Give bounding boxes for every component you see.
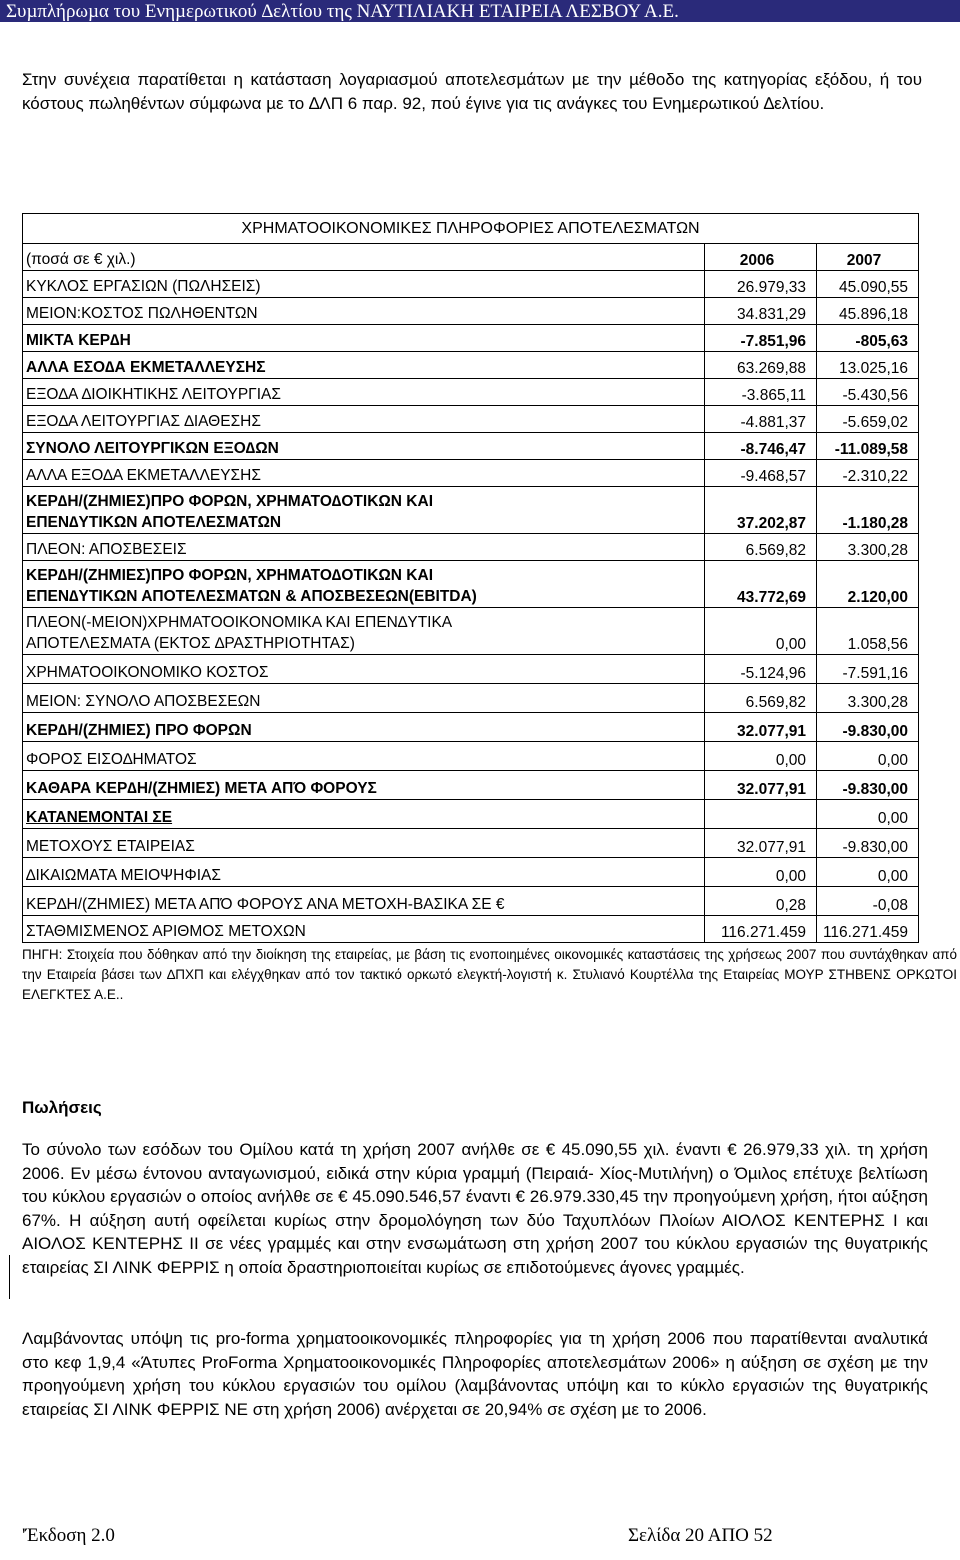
value-2007: -5.659,02 bbox=[817, 406, 919, 433]
body-paragraph: Το σύνολο των εσόδων του Οµίλου κατά τη χρήση 2007 ανήλθε σε € 45.090,55 χιλ. έναντι € 26.979,33 χιλ. τη χρήση 2006. Εν µέσω έντονου ανταγωνισµού, ειδικά στην κύρια γραµµή (Πειραιά- Χίος-Μυτιλήνη) ο Όµιλος επέτυχε βελτίωση του κύκλου εργασιών ο οποίος ανήλθε σε € 45.090.546,57 έναντι € 26.979.330,45 την προηγούµενη χρήση, ήτοι αύξηση 67%. Η αύξηση αυτή οφείλεται κυρίως στην δροµολόγηση των δύο Ταχυπλόων Πλοίων ΑΙΟΛΟΣ ΚΕΝΤΕΡΗΣ Ι και ΑΙΟΛΟΣ ΚΕΝΤΕΡΗΣ ΙΙ σε νέες γραµµές και στην ενσωµάτωση στη χρήση 2007 του κύκλου εργασιών της θυγατρικής εταιρείας ΣΙ ΛΙΝΚ ΦΕΡΡΙΣ η οποία δραστηριοποιείται κυρίως σε επιδοτούµενες άγονες γραµµές. bbox=[22, 1140, 928, 1277]
row-label: ΣΥΝΟΛΟ ΛΕΙΤΟΥΡΓΙΚΩΝ ΕΞΟ∆ΩΝ bbox=[23, 433, 705, 460]
table-row bbox=[23, 271, 919, 298]
col-header-2007: 2007 bbox=[817, 244, 919, 271]
table-row bbox=[23, 561, 919, 608]
row-label: ∆ΙΚΑΙΩΜΑΤΑ ΜΕΙΟΨΗΦΙΑΣ bbox=[23, 858, 705, 887]
table-row bbox=[23, 829, 919, 858]
row-label: ΕΞΟ∆Α ΛΕΙΤΟΥΡΓΙΑΣ ∆ΙΑΘΕΣΗΣ bbox=[23, 406, 705, 433]
value-2007: -11.089,58 bbox=[817, 433, 919, 460]
value-2007: 2.120,00 bbox=[817, 561, 919, 608]
row-label: ΣΤΑΘΜΙΣΜΕΝΟΣ ΑΡΙΘΜΟΣ ΜΕΤΟΧΩΝ bbox=[23, 916, 705, 943]
value-2006: 32.077,91 bbox=[705, 771, 817, 800]
table-row bbox=[23, 608, 919, 655]
value-2006: -9.468,57 bbox=[705, 460, 817, 487]
row-label: ΠΛΕΟΝ: ΑΠΟΣΒΕΣΕΙΣ bbox=[23, 534, 705, 561]
value-2007: 3.300,28 bbox=[817, 534, 919, 561]
row-label: ΕΞΟ∆Α ∆ΙΟΙΚΗΤΙΚΗΣ ΛΕΙΤΟΥΡΓΙΑΣ bbox=[23, 379, 705, 406]
value-2006: 6.569,82 bbox=[705, 534, 817, 561]
footer-edition: 'Έκδοση 2.0 bbox=[22, 1525, 115, 1546]
row-label: ΚΥΚΛΟΣ ΕΡΓΑΣΙΩΝ (ΠΩΛΗΣΕΙΣ) bbox=[23, 271, 705, 298]
value-2006: 0,28 bbox=[705, 887, 817, 916]
table-row bbox=[23, 800, 919, 829]
value-2007: -5.430,56 bbox=[817, 379, 919, 406]
value-2006: 6.569,82 bbox=[705, 684, 817, 713]
value-2006: -5.124,96 bbox=[705, 655, 817, 684]
revision-margin-bar bbox=[9, 1255, 10, 1299]
col-header-2006: 2006 bbox=[705, 244, 817, 271]
value-2007: -805,63 bbox=[817, 325, 919, 352]
value-2007: -9.830,00 bbox=[817, 713, 919, 742]
value-2007: 13.025,16 bbox=[817, 352, 919, 379]
table-row bbox=[23, 713, 919, 742]
table-row bbox=[23, 858, 919, 887]
section-title: Πωλήσεις bbox=[22, 1098, 102, 1117]
value-2007: -1.180,28 bbox=[817, 487, 919, 534]
value-2006: 43.772,69 bbox=[705, 561, 817, 608]
value-2006: -3.865,11 bbox=[705, 379, 817, 406]
value-2007: 0,00 bbox=[817, 742, 919, 771]
row-label-line: ΚΕΡ∆Η/(ΖΗΜΙΕΣ)ΠΡΟ ΦΟΡΩΝ, ΧΡΗΜΑΤΟ∆ΟΤΙΚΩΝ ΚΑΙ bbox=[26, 567, 434, 584]
table-title: ΧΡΗΜΑΤΟΟΙΚΟΝΟΜΙΚΕΣ ΠΛΗΡΟΦΟΡΙΕΣ ΑΠΟΤΕΛΕΣΜΑΤΩΝ bbox=[241, 220, 700, 237]
row-label: ΧΡΗΜΑΤΟΟΙΚΟΝΟΜΙΚΟ ΚΟΣΤΟΣ bbox=[23, 655, 705, 684]
value-2006: -7.851,96 bbox=[705, 325, 817, 352]
row-label bbox=[23, 487, 705, 534]
value-2006 bbox=[705, 800, 817, 829]
row-label: ΜΕΙΟΝ: ΣΥΝΟΛΟ ΑΠΟΣΒΕΣΕΩΝ bbox=[23, 684, 705, 713]
table-row bbox=[23, 771, 919, 800]
intro-paragraph: Στην συνέχεια παρατίθεται η κατάσταση λογαριασµού αποτελεσµάτων µε την µέθοδο της κατηγορίας εξόδου, ή του κόστους πωληθέντων σύµφωνα µε το ∆ΛΠ 6 παρ. 92, πού έγινε για τις ανάγκες του Ενηµερωτικού ∆ελτίου. bbox=[22, 70, 922, 113]
value-2007: 0,00 bbox=[817, 800, 919, 829]
source-note: ΠΗΓΗ: Στοιχεία που δόθηκαν από την διοίκηση της εταιρείας, µε βάση τις ενοποιηµένες οικονοµικές καταστάσεις της χρήσεως 2007 που συντάχθηκαν από την Εταιρεία βάσει των ∆ΠΧΠ και ελέγχθηκαν από τον τακτικό ορκωτό ελεγκτή-λογιστή κ. Στυλιανό Κουρτέλλα της Εταιρείας ΜΟΥΡ ΣΤΗΒΕΝΣ ΟΡΚΩΤΟΙ ΕΛΕΓΚΤΕΣ Α.Ε.. bbox=[22, 947, 957, 1002]
table-title-box bbox=[22, 213, 919, 244]
table-row bbox=[23, 916, 919, 943]
value-2007: 45.896,18 bbox=[817, 298, 919, 325]
row-label: ΚΕΡ∆Η/(ΖΗΜΙΕΣ) ΠΡΟ ΦΟΡΩΝ bbox=[23, 713, 705, 742]
value-2007: 116.271.459 bbox=[817, 916, 919, 943]
table-row bbox=[23, 433, 919, 460]
value-2006: -4.881,37 bbox=[705, 406, 817, 433]
table-row bbox=[23, 352, 919, 379]
value-2006: 0,00 bbox=[705, 858, 817, 887]
row-label: ΜΙΚΤΑ ΚΕΡ∆Η bbox=[23, 325, 705, 352]
value-2007: 0,00 bbox=[817, 858, 919, 887]
row-label-line: ΚΕΡ∆Η/(ΖΗΜΙΕΣ)ΠΡΟ ΦΟΡΩΝ, ΧΡΗΜΑΤΟ∆ΟΤΙΚΩΝ ΚΑΙ bbox=[26, 493, 434, 510]
table-row bbox=[23, 379, 919, 406]
table-row bbox=[23, 487, 919, 534]
value-2007: -7.591,16 bbox=[817, 655, 919, 684]
row-label-line: ΕΠΕΝ∆ΥΤΙΚΩΝ ΑΠΟΤΕΛΕΣΜΑΤΩΝ bbox=[26, 514, 282, 531]
value-2007: -9.830,00 bbox=[817, 829, 919, 858]
table-row bbox=[23, 406, 919, 433]
value-2006: 0,00 bbox=[705, 608, 817, 655]
value-2006: -8.746,47 bbox=[705, 433, 817, 460]
table-header-row bbox=[23, 244, 919, 271]
value-2007: 45.090,55 bbox=[817, 271, 919, 298]
row-label: ΜΕΤΟΧΟΥΣ ΕΤΑΙΡΕΙΑΣ bbox=[23, 829, 705, 858]
row-label bbox=[23, 561, 705, 608]
value-2007: 3.300,28 bbox=[817, 684, 919, 713]
value-2006: 0,00 bbox=[705, 742, 817, 771]
row-label: ΦΟΡΟΣ ΕΙΣΟ∆ΗΜΑΤΟΣ bbox=[23, 742, 705, 771]
table-row bbox=[23, 460, 919, 487]
row-label: ΑΛΛΑ ΕΣΟ∆Α ΕΚΜΕΤΑΛΛΕΥΣΗΣ bbox=[23, 352, 705, 379]
table-row bbox=[23, 742, 919, 771]
table-row bbox=[23, 887, 919, 916]
value-2007: -2.310,22 bbox=[817, 460, 919, 487]
value-2006: 32.077,91 bbox=[705, 829, 817, 858]
value-2007: -0,08 bbox=[817, 887, 919, 916]
value-2006: 26.979,33 bbox=[705, 271, 817, 298]
row-label-line: ΕΠΕΝ∆ΥΤΙΚΩΝ ΑΠΟΤΕΛΕΣΜΑΤΩΝ & ΑΠΟΣΒΕΣΕΩΝ(EBITDA) bbox=[26, 588, 477, 605]
value-2006: 116.271.459 bbox=[705, 916, 817, 943]
row-label bbox=[23, 608, 705, 655]
value-2006: 32.077,91 bbox=[705, 713, 817, 742]
body-paragraph: Λαµβάνοντας υπόψη τις pro-forma χρηµατοοικονοµικές πληροφορίες για τη χρήση 2006 που παρατίθενται αναλυτικά στο κεφ 1,9,4 «Άτυπες ProForma Χρηµατοοικονοµικές Πληροφορίες αποτελεσµάτων 2006» η αύξηση σε σχέση µε την προηγούµενη χρήση του κύκλου εργασιών του οµίλου (λαµβάνοντας υπόψη και το κύκλο εργασιών της θυγατρικής εταιρείας ΣΙ ΛΙΝΚ ΦΕΡΡΙΣ ΝΕ στη χρήση 2006) ανέρχεται σε 20,94% σε σχέση µε το 2006. bbox=[22, 1329, 928, 1419]
row-label-line: ΑΠΟΤΕΛΕΣΜΑΤΑ (ΕΚΤΟΣ ∆ΡΑΣΤΗΡΙΟΤΗΤΑΣ) bbox=[26, 635, 355, 652]
row-label: ΚΑΘΑΡΑ ΚΕΡ∆Η/(ΖΗΜΙΕΣ) ΜΕΤΑ ΑΠΌ ΦΟΡΟΥΣ bbox=[23, 771, 705, 800]
value-2006: 37.202,87 bbox=[705, 487, 817, 534]
row-label: ΚΑΤΑΝΕΜΟΝΤΑΙ ΣΕ bbox=[23, 800, 705, 829]
row-label-line: ΠΛΕΟΝ(-ΜΕΙΟΝ)ΧΡΗΜΑΤΟΟΙΚΟΝΟΜΙΚΑ ΚΑΙ ΕΠΕΝ∆ΥΤΙΚΑ bbox=[26, 614, 453, 631]
unit-label: (ποσά σε € χιλ.) bbox=[23, 244, 705, 271]
header-title: Συµπλήρωµα του Ενηµερωτικού ∆ελτίου της ΝΑΥΤΙΛΙΑΚΗ ΕΤΑΙΡΕΙΑ ΛΕΣΒΟΥ Α.Ε. bbox=[6, 1, 679, 22]
row-label: ΑΛΛΑ ΕΞΟ∆Α ΕΚΜΕΤΑΛΛΕΥΣΗΣ bbox=[23, 460, 705, 487]
financial-table bbox=[22, 243, 919, 943]
value-2007: -9.830,00 bbox=[817, 771, 919, 800]
table-row bbox=[23, 655, 919, 684]
value-2006: 34.831,29 bbox=[705, 298, 817, 325]
footer-page-number: Σελίδα 20 ΑΠΟ 52 bbox=[628, 1525, 773, 1546]
table-row bbox=[23, 298, 919, 325]
row-label: ΜΕΙΟΝ:ΚΟΣΤΟΣ ΠΩΛΗΘΕΝΤΩΝ bbox=[23, 298, 705, 325]
table-row bbox=[23, 325, 919, 352]
header-bar bbox=[0, 0, 960, 22]
table-row bbox=[23, 534, 919, 561]
table-row bbox=[23, 684, 919, 713]
row-label: ΚΕΡ∆Η/(ΖΗΜΙΕΣ) ΜΕΤΑ ΑΠΌ ΦΟΡΟΥΣ ΑΝΑ ΜΕΤΟΧΗ-ΒΑΣΙΚΑ ΣΕ € bbox=[23, 887, 705, 916]
value-2007: 1.058,56 bbox=[817, 608, 919, 655]
value-2006: 63.269,88 bbox=[705, 352, 817, 379]
